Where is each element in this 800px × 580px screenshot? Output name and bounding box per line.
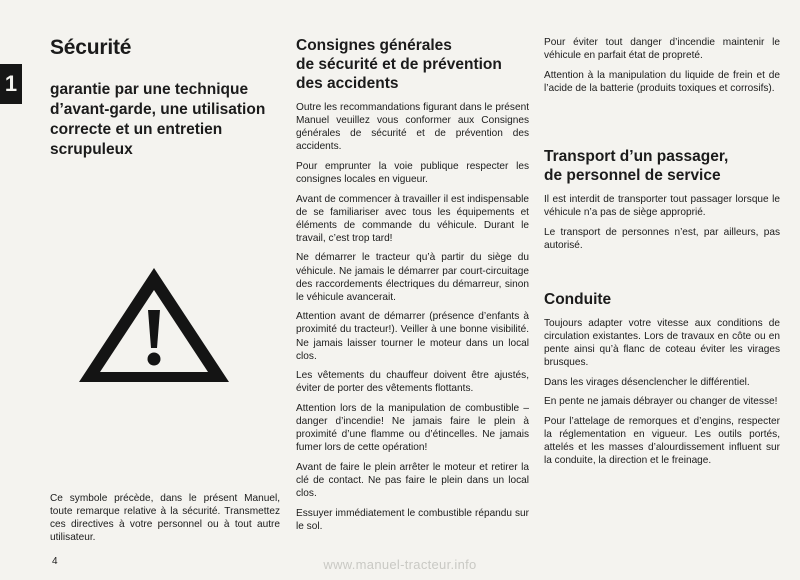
page-title: Sécurité xyxy=(50,36,132,59)
paragraph: Il est interdit de transporter tout passager lorsque le véhicule n’a pas de siège approprié. xyxy=(544,193,780,218)
paragraph: Pour l’attelage de remorques et d’engins, respecter la réglementation en vigueur. Les outils portés, attelés et les masses d’alourdissement influent sur la conduite, la direction et le freinage. xyxy=(544,415,780,467)
paragraph: Attention à la manipulation du liquide de frein et de l’acide de la batterie (produits toxiques et corrosifs). xyxy=(544,69,780,94)
paragraph: Outre les recommandations figurant dans le présent Manuel veuillez vous conformer aux Consignes générales de sécurité et de prévention des accidents. xyxy=(296,102,529,153)
footnote-text: Ce symbole précède, dans le présent Manuel, toute remarque relative à la sécurité. Transmettez ces directives à votre personnel ou à tout autre utilisateur. xyxy=(50,493,280,544)
heading-line: Consignes générales xyxy=(296,37,452,54)
right-column xyxy=(544,36,780,474)
subtitle-line: garantie par une technique xyxy=(50,81,249,98)
subtitle-line: scrupuleux xyxy=(50,141,133,158)
paragraph: Essuyer immédiatement le combustible répandu sur le sol. xyxy=(296,507,529,532)
page-subtitle xyxy=(50,80,280,160)
paragraph: En pente ne jamais débrayer ou changer de vitesse! xyxy=(544,396,778,408)
subtitle-line: correcte et un entretien xyxy=(50,121,223,138)
heading-transport xyxy=(544,147,780,185)
heading-line: de sécurité et de prévention xyxy=(296,56,502,73)
page-number: 4 xyxy=(52,556,58,567)
paragraph: Pour emprunter la voie publique respecter les consignes locales en vigueur. xyxy=(296,160,529,185)
heading-line: Transport d’un passager, xyxy=(544,147,729,165)
subtitle-line: d’avant-garde, une utilisation xyxy=(50,101,266,118)
paragraph: Ne démarrer le tracteur qu’à partir du siège du véhicule. Ne jamais le démarrer par court-circuitage des raccordements électriques du démarreur, sinon le véhicule avancerait. xyxy=(296,252,529,303)
watermark-text: www.manuel-tracteur.info xyxy=(323,557,477,572)
heading-line: de personnel de service xyxy=(544,166,721,184)
left-column xyxy=(50,36,280,160)
heading-conduite: Conduite xyxy=(544,290,612,308)
paragraph: Avant de faire le plein arrêter le moteur et retirer la clé de contact. Ne pas faire le plein dans un local clos. xyxy=(296,461,529,499)
paragraph: Attention lors de la manipulation de combustible – danger d’incendie! Ne jamais faire le plein à proximité d’une flamme ou d’étincelles. Ne jamais fumer lors de cette opération! xyxy=(296,402,529,454)
heading-line: des accidents xyxy=(296,75,399,92)
paragraph: Toujours adapter votre vitesse aux conditions de circulation existantes. Lors de travaux en côte ou en pente ainsi qu’à flanc de coteau éviter les virages brusques. xyxy=(544,317,780,369)
section-tab: 1 xyxy=(0,64,22,104)
paragraph: Les vêtements du chauffeur doivent être ajustés, éviter de porter des vêtements flottants. xyxy=(296,370,529,395)
symbol-footnote xyxy=(50,492,280,551)
heading-general-safety xyxy=(296,36,529,93)
paragraph: Avant de commencer à travailler il est indispensable de se familiariser avec tous les équipements et éléments de commande du véhicule. Durant le travail, c’est trop tard! xyxy=(296,193,529,244)
middle-column xyxy=(296,36,529,539)
paragraph: Le transport de personnes n’est, par ailleurs, pas autorisé. xyxy=(544,226,780,251)
paragraph: Attention avant de démarrer (présence d’enfants à proximité du tracteur!). Veiller à une bonne visibilité. Ne jamais laisser tourner le moteur dans un local clos. xyxy=(296,311,529,362)
paragraph: Dans les virages désenclencher le différentiel. xyxy=(544,376,750,388)
paragraph: Pour éviter tout danger d’incendie maintenir le véhicule en parfait état de propreté. xyxy=(544,37,780,62)
warning-triangle-icon xyxy=(74,264,234,386)
